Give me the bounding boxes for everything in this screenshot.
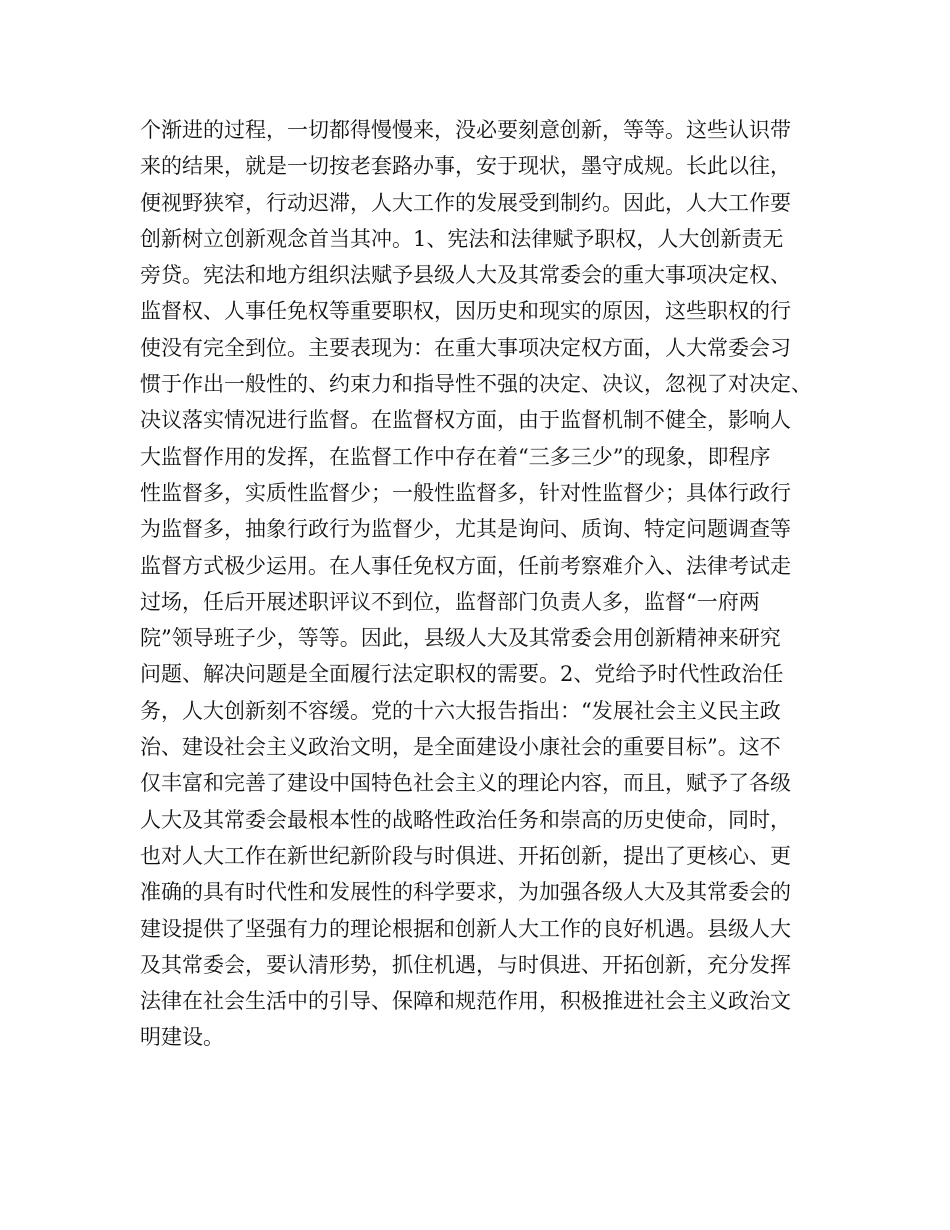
text-line: 惯于作出一般性的、约束力和指导性不强的决定、决议，忽视了对决定、 — [140, 372, 812, 397]
text-line: 也对人大工作在新世纪新阶段与时俱进、开拓创新，提出了更核心、更 — [140, 843, 791, 868]
text-line: 治、建设社会主义政治文明，是全面建设小康社会的重要目标”。这不 — [140, 735, 781, 760]
text-line: 便视野狭窄，行动迟滞，人大工作的发展受到制约。因此，人大工作要 — [140, 190, 791, 215]
text-line: 旁贷。宪法和地方组织法赋予县级人大及其常委会的重大事项决定权、 — [140, 263, 791, 288]
text-line: 监督方式极少运用。在人事任免权方面，任前考察难介入、法律考试走 — [140, 553, 791, 578]
text-line: 性监督多，实质性监督少；一般性监督多，针对性监督少；具体行政行 — [140, 480, 791, 505]
text-line: 务，人大创新刻不容缓。党的十六大报告指出：“发展社会主义民主政 — [140, 698, 781, 723]
text-line: 为监督多，抽象行政行为监督少，尤其是询问、质询、特定问题调查等 — [140, 517, 791, 542]
text-line: 及其常委会，要认清形势，抓住机遇，与时俱进、开拓创新，充分发挥 — [140, 952, 791, 977]
text-line: 大监督作用的发挥，在监督工作中存在着“三多三少”的现象，即程序 — [140, 444, 771, 469]
text-line: 明建设。 — [140, 1025, 224, 1050]
body-paragraph — [140, 112, 830, 1056]
text-line: 院”领导班子少，等等。因此，县级人大及其常委会用创新精神来研究 — [140, 626, 781, 651]
text-line: 来的结果，就是一切按老套路办事，安于现状，墨守成规。长此以往， — [140, 154, 791, 179]
text-line: 创新树立创新观念首当其冲。1、宪法和法律赋予职权，人大创新责无 — [140, 226, 784, 251]
text-line: 过场，任后开展述职评议不到位，监督部门负责人多，监督“一府两 — [140, 589, 760, 614]
text-line: 建设提供了坚强有力的理论根据和创新人大工作的良好机遇。县级人大 — [140, 916, 791, 941]
text-line: 仅丰富和完善了建设中国特色社会主义的理论内容，而且，赋予了各级 — [140, 771, 791, 796]
text-line: 准确的具有时代性和发展性的科学要求，为加强各级人大及其常委会的 — [140, 880, 791, 905]
text-line: 使没有完全到位。主要表现为：在重大事项决定权方面，人大常委会习 — [140, 335, 791, 360]
text-line: 问题、解决问题是全面履行法定职权的需要。2、党给予时代性政治任 — [140, 662, 784, 687]
text-line: 个渐进的过程，一切都得慢慢来，没必要刻意创新，等等。这些认识带 — [140, 118, 791, 142]
text-line: 监督权、人事任免权等重要职权，因历史和现实的原因，这些职权的行 — [140, 299, 791, 324]
text-line: 法律在社会生活中的引导、保障和规范作用，积极推进社会主义政治文 — [140, 989, 791, 1014]
text-line: 决议落实情况进行监督。在监督权方面，由于监督机制不健全，影响人 — [140, 408, 791, 433]
text-line: 人大及其常委会最根本性的战略性政治任务和崇高的历史使命，同时， — [140, 807, 791, 832]
